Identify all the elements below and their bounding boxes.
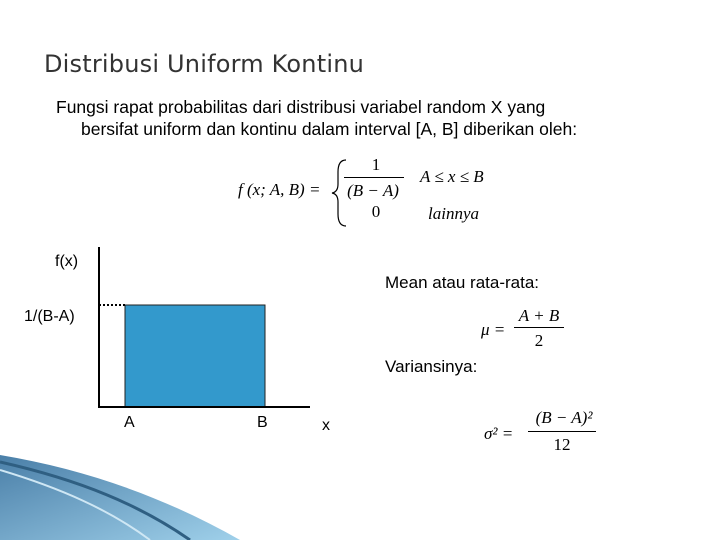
pdf-case1-denominator: (B − A) — [347, 181, 399, 200]
mean-denominator: 2 — [534, 331, 544, 350]
variance-symbol: σ² = — [484, 424, 514, 443]
variance-heading: Variansinya: — [385, 357, 478, 376]
pdf-case1-condition: A ≤ x ≤ B — [420, 167, 484, 186]
x-tick-a: A — [124, 414, 135, 431]
pdf-case2-condition: lainnya — [428, 204, 479, 223]
variance-numerator: (B − A)² — [535, 408, 593, 427]
pdf-case1-numerator: 1 — [371, 155, 381, 174]
x-axis-label: x — [322, 417, 330, 434]
intro-line-1: Fungsi rapat probabilitas dari distribusi variabel random X yang — [56, 97, 546, 117]
intro-line-2: bersifat uniform dan kontinu dalam interval [A, B] diberikan oleh: — [81, 119, 578, 139]
mean-symbol: μ = — [481, 320, 506, 339]
variance-denominator: 12 — [553, 435, 571, 454]
pdf-lhs: f (x; A, B) = — [238, 180, 321, 199]
mean-numerator: A + B — [518, 306, 560, 325]
x-tick-b: B — [257, 414, 268, 431]
mean-heading: Mean atau rata-rata: — [385, 273, 540, 292]
height-label: 1/(B-A) — [24, 308, 75, 325]
pdf-case2-value: 0 — [371, 202, 381, 221]
density-area — [125, 305, 265, 407]
variance-fraction-bar — [528, 431, 596, 432]
y-axis-label: f(x) — [55, 253, 79, 270]
slide-title: Distribusi Uniform Kontinu — [44, 50, 365, 78]
mean-fraction-bar — [514, 327, 564, 328]
